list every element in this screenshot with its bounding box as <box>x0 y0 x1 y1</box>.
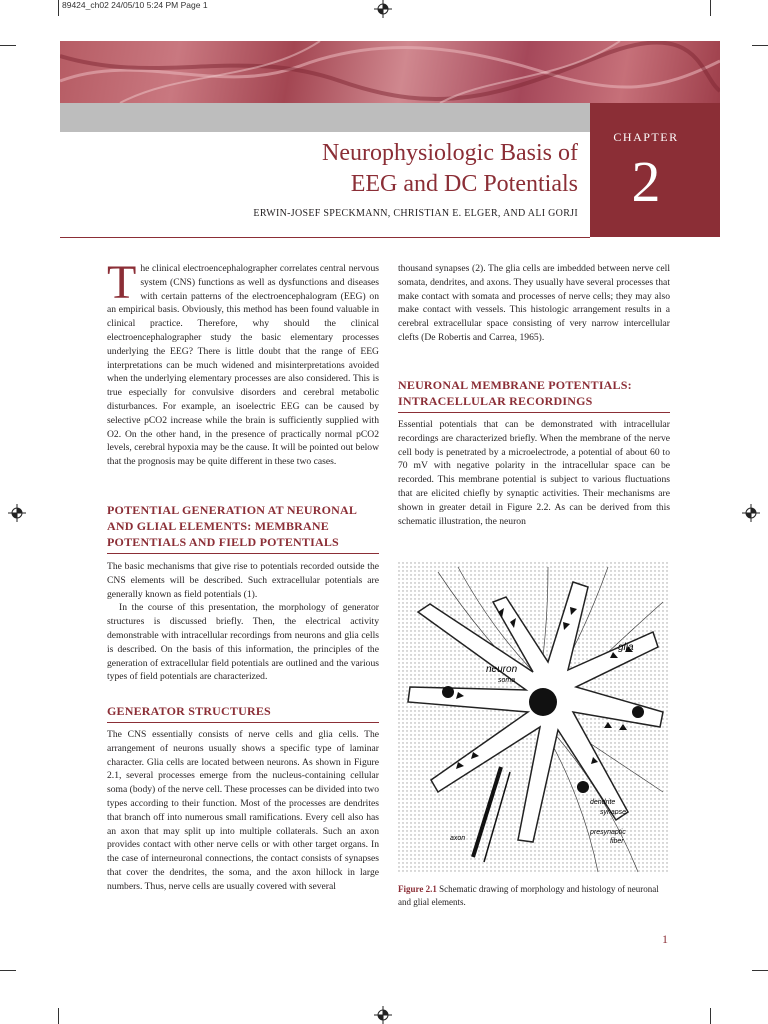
chapter-label: CHAPTER <box>613 130 679 144</box>
registration-mark-icon <box>742 504 760 522</box>
figure-label: axon <box>450 835 466 842</box>
figure-label: neuron <box>486 664 518 675</box>
printer-slug: 89424_ch02 24/05/10 5:24 PM Page 1 <box>62 0 208 10</box>
body-paragraph: Essential potentials that can be demonstrated with intracellular recordings are characterized briefly. When the membrane of the nerve cell body is penetrated by a microelectrode, a potential of about 60 to 70 mV with negative polarity in the intracellular space can be recorded. This membrane potential is subject to various fluctuations that are elicited chiefly by synaptic activities. Their mechanisms are shown in greater detail in Figure 2.2. As can be derived from this schematic illustration, the neuron <box>398 419 670 527</box>
header-grey-bar <box>60 103 590 132</box>
neuron-nucleus <box>529 688 557 716</box>
registration-mark-icon <box>374 1006 392 1024</box>
figure-label: fiber <box>610 838 624 845</box>
crop-mark <box>752 970 768 971</box>
page-number: 1 <box>662 932 668 946</box>
figure-label: glia <box>618 642 634 653</box>
figure-label: synapse <box>600 809 627 816</box>
body-paragraph: In the course of this presentation, the morphology of generator structures is discussed briefly. Then, the electrical activity demonstrable with intracellular recordings from neurons and glia cells is described. On the basis of this information, the principles of the generation of extracellular field potentials are outlined and the various types of field potentials are characterized. <box>107 602 379 683</box>
figure-caption-label: Figure 2.1 <box>398 884 437 894</box>
figure-caption <box>398 883 673 909</box>
crop-mark <box>710 0 711 16</box>
registration-mark-icon <box>8 504 26 522</box>
crop-mark <box>58 1008 59 1024</box>
chapter-title-line: Neurophysiologic Basis of <box>322 140 578 166</box>
chapter-title-line: EEG and DC Potentials <box>350 171 578 197</box>
chapter-banner-image <box>60 41 720 103</box>
right-column-section <box>398 418 670 528</box>
crop-mark <box>58 0 59 16</box>
figure-caption-text: Schematic drawing of morphology and histology of neuronal and glial elements. <box>398 884 659 907</box>
chapter-title <box>178 138 578 200</box>
section-heading: NEURONAL MEMBRANE POTENTIALS: INTRACELLULAR RECORDINGS <box>398 377 670 413</box>
crop-mark <box>752 45 768 46</box>
registration-mark-icon <box>374 0 392 18</box>
glia-nucleus <box>577 781 589 793</box>
crop-mark <box>0 45 16 46</box>
chapter-number: 2 <box>631 149 661 214</box>
section-heading: GENERATOR STRUCTURES <box>107 703 379 723</box>
crop-mark <box>0 970 16 971</box>
figure-neuron-schematic <box>398 562 668 874</box>
header-rule <box>60 237 590 238</box>
left-column-intro <box>107 256 379 469</box>
right-column-top <box>398 262 670 345</box>
section-heading: POTENTIAL GENERATION AT NEURONAL AND GLIAL ELEMENTS: MEMBRANE POTENTIALS AND FIELD POTENTIALS <box>107 502 379 554</box>
intro-paragraph: he clinical electroencephalographer correlates central nervous system (CNS) functions as well as dysfunctions and diseases with certain patterns of the electroencephalogram (EEG) on an empirical basis. Obviously, this method has been found valuable in clinical practice. Therefore, why should the clinical electroencephalographer study the basic elementary processes underlying the EEG? There is little doubt that the range of EEG interpretations can be much widened and misinterpretations avoided when the underlying elementary processes are also considered. This is true especially for convulsive disorders and cerebral metabolic disturbances. For example, an isoelectric EEG can be caused by selective pCO2 increase while the brain is sufficiently supplied with O2. On the other hand, in the presence of practically normal pCO2 levels, cerebral hypoxia may be the cause. It will be pointed out below that the prognosis may be quite different in these two cases. <box>107 263 379 468</box>
body-paragraph: thousand synapses (2). The glia cells are imbedded between nerve cell somata, dendrites, and axons. They usually have several processes that make contact with somata and processes of nerve cells; they may also make contact with vessels. This histologic arrangement results in a cerebral extracellular space consisting of very narrow intercellular clefts (De Robertis and Carrea, 1965). <box>398 263 670 343</box>
body-paragraph: The CNS essentially consists of nerve cells and glia cells. The arrangement of neurons usually shows a specific type of laminar character. Glia cells are located between neurons. As shown in Figure 2.1, several processes emerge from the nucleus-containing cellular soma (body) of the nerve cell. These processes can be divided into two types according to their function. Most of the processes are dendrites that branch off into numerous small ramifications. Every cell also has an axon that may split up into multiple collaterals. Such an axon provides contact with other nerve cells or with other target organs. In the case of interneuronal connections, the contact consists of synapses that cover the dendrites, the soma, and the axon hillock in large numbers. Thus, nerve cells are usually covered with several <box>107 729 379 892</box>
left-column-section1 <box>107 560 379 684</box>
chapter-authors: ERWIN-JOSEF SPECKMANN, CHRISTIAN E. ELGER, AND ALI GORJI <box>253 208 578 219</box>
left-column-section2 <box>107 728 379 894</box>
crop-mark <box>710 1008 711 1024</box>
body-paragraph: The basic mechanisms that give rise to potentials recorded outside the CNS elements will be described. Such extracellular potentials are generally known as field potentials (1). <box>107 561 379 600</box>
figure-label: soma <box>498 677 516 684</box>
glia-nucleus <box>442 686 454 698</box>
figure-label: presynaptic <box>590 829 626 836</box>
banner-texture <box>60 41 720 103</box>
drop-cap: T <box>107 256 137 309</box>
figure-label: dendrite <box>590 799 616 806</box>
glia-nucleus <box>632 706 644 718</box>
